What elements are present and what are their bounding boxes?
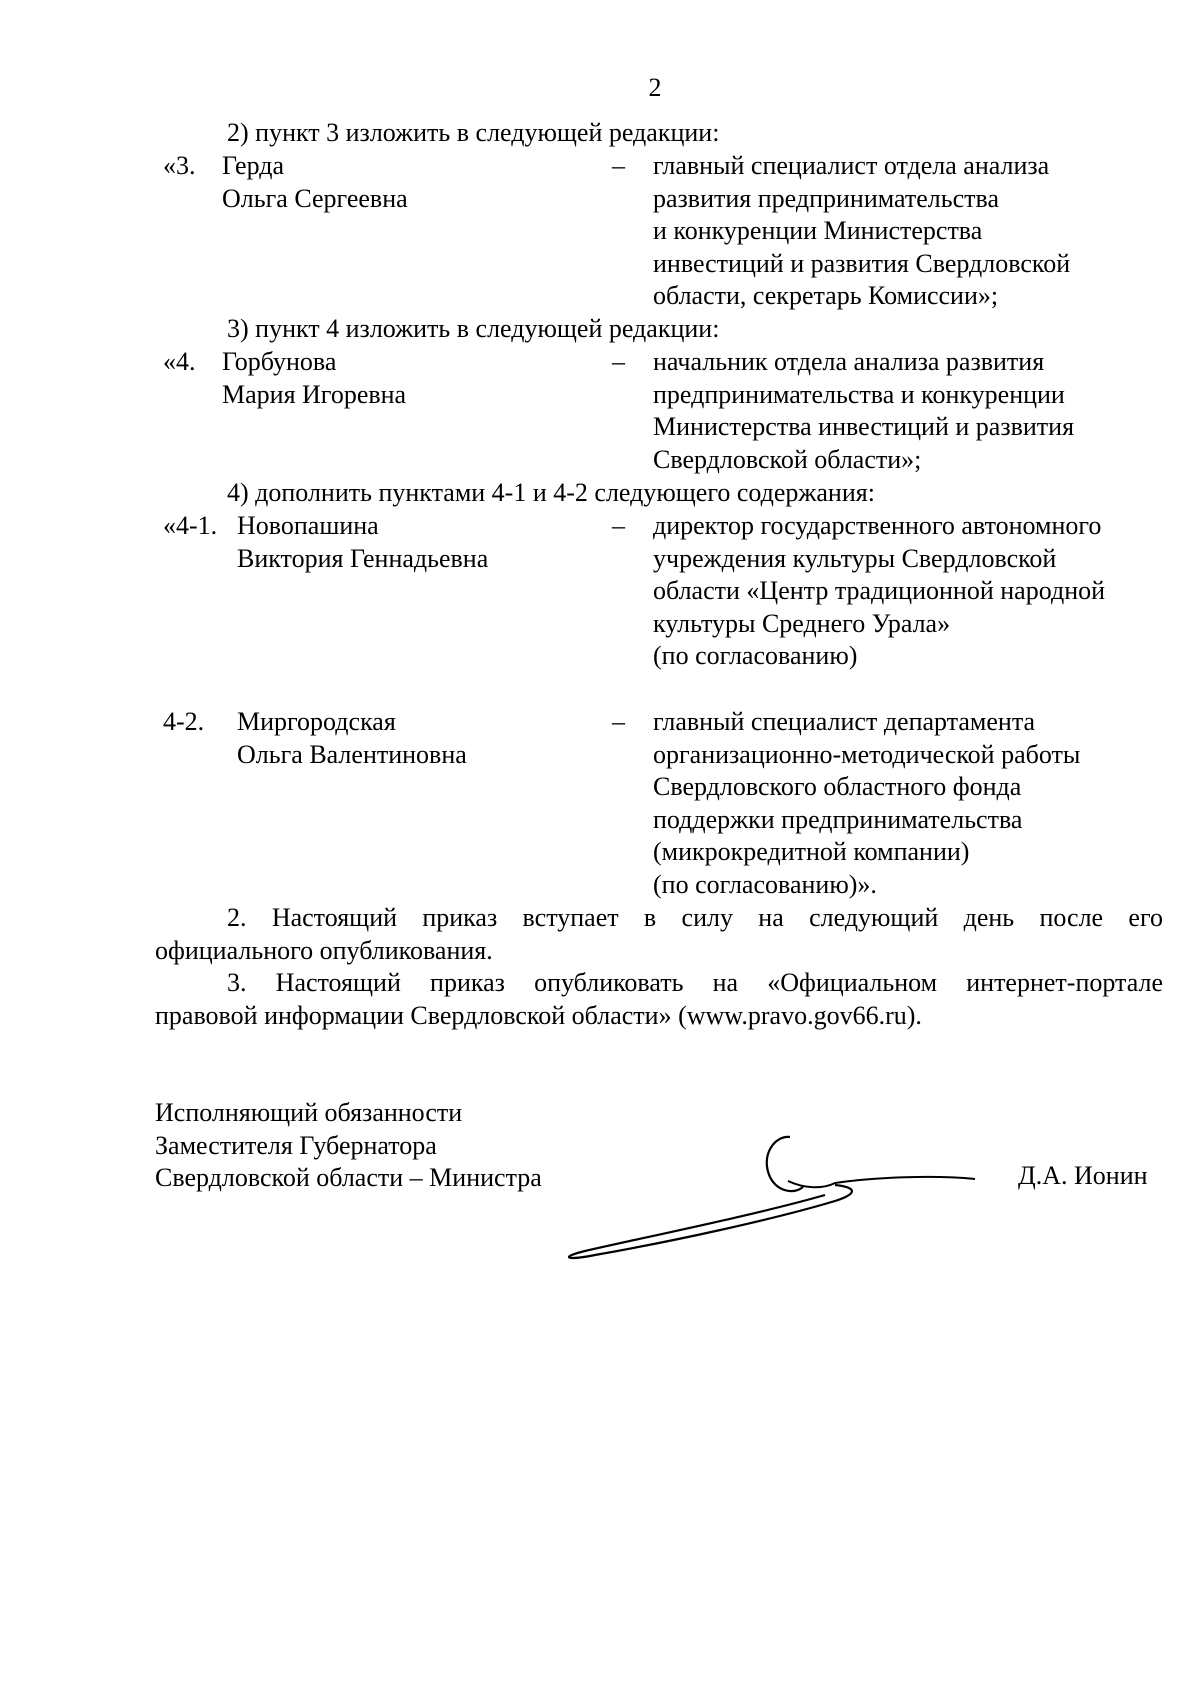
item-heading: 3) пункт 4 изложить в следующей редакции: <box>227 314 720 343</box>
position-line: Заместителя Губернатора <box>155 1130 437 1160</box>
description-line: учреждения культуры Свердловской <box>653 543 1057 573</box>
description-line: развития предпринимательства <box>653 183 999 213</box>
description-line: и конкуренции Министерства <box>653 216 983 245</box>
paragraph <box>155 967 1163 1032</box>
description-line: поддержки предпринимательства <box>653 804 1023 834</box>
description-line: главный специалист отдела анализа <box>653 151 1050 180</box>
entry-name <box>237 706 467 771</box>
paragraph-rest: официального опубликования. <box>155 935 493 965</box>
name-line: Мария Игоревна <box>222 379 407 409</box>
description-line: инвестиций и развития Свердловской <box>653 248 1071 278</box>
description-line: (по согласованию)». <box>653 869 877 899</box>
entry-name <box>222 150 408 215</box>
paragraph-first-line: 2. Настоящий приказ вступает в силу на следующий день после его <box>227 903 1163 932</box>
description-line: директор государственного автономного <box>653 511 1102 540</box>
item-heading: 2) пункт 3 изложить в следующей редакции: <box>227 118 720 147</box>
entry-dash: – <box>612 347 625 376</box>
description-line: организационно-методической работы <box>653 739 1081 769</box>
entry-name <box>237 510 488 575</box>
entry-dash: – <box>612 511 625 540</box>
description-line: главный специалист департамента <box>653 707 1036 736</box>
paragraph <box>155 902 1163 967</box>
name-line: Ольга Валентиновна <box>237 739 467 769</box>
description-line: области, секретарь Комиссии»; <box>653 281 999 310</box>
entry-description <box>653 706 1080 901</box>
position-line: Свердловской области – Министра <box>155 1163 542 1192</box>
entry-description <box>653 510 1105 673</box>
entry-number: «3. <box>163 151 196 180</box>
entry-dash: – <box>612 151 625 180</box>
position-line: Исполняющий обязанности <box>155 1098 463 1127</box>
description-line: (микрокредитной компании) <box>653 837 970 866</box>
description-line: Свердловской области»; <box>653 444 922 474</box>
description-line: предпринимательства и конкуренции <box>653 379 1065 409</box>
description-line: Свердловского областного фонда <box>653 772 1022 801</box>
entry-description <box>653 346 1074 476</box>
name-line: Герда <box>222 151 285 180</box>
entry-description <box>653 150 1070 313</box>
description-line: области «Центр традиционной народной <box>653 576 1106 605</box>
paragraph-first-line: 3. Настоящий приказ опубликовать на «Официальном интернет-портале <box>227 968 1163 997</box>
description-line: культуры Среднего Урала» <box>653 608 951 638</box>
name-line: Миргородская <box>237 707 396 736</box>
name-line: Виктория Геннадьевна <box>237 543 489 573</box>
item-heading: 4) дополнить пунктами 4-1 и 4-2 следующего содержания: <box>227 478 875 507</box>
description-line: начальник отдела анализа развития <box>653 347 1045 376</box>
signer-position <box>155 1097 542 1195</box>
entry-name <box>222 346 406 411</box>
entry-dash: – <box>612 707 625 736</box>
name-line: Новопашина <box>237 511 379 540</box>
description-line: (по согласованию) <box>653 641 858 670</box>
signer-name: Д.А. Ионин <box>1018 1161 1148 1190</box>
entry-number: 4-2. <box>163 707 205 736</box>
name-line: Горбунова <box>222 347 337 376</box>
name-line: Ольга Сергеевна <box>222 183 408 213</box>
page-number: 2 <box>648 73 662 102</box>
description-line: Министерства инвестиций и развития <box>653 412 1075 441</box>
entry-number: «4-1. <box>163 511 218 540</box>
entry-number: «4. <box>163 347 196 376</box>
handwritten-signature <box>555 1115 985 1265</box>
paragraph-rest: правовой информации Свердловской области» (www.pravo.gov66.ru). <box>155 1000 922 1030</box>
